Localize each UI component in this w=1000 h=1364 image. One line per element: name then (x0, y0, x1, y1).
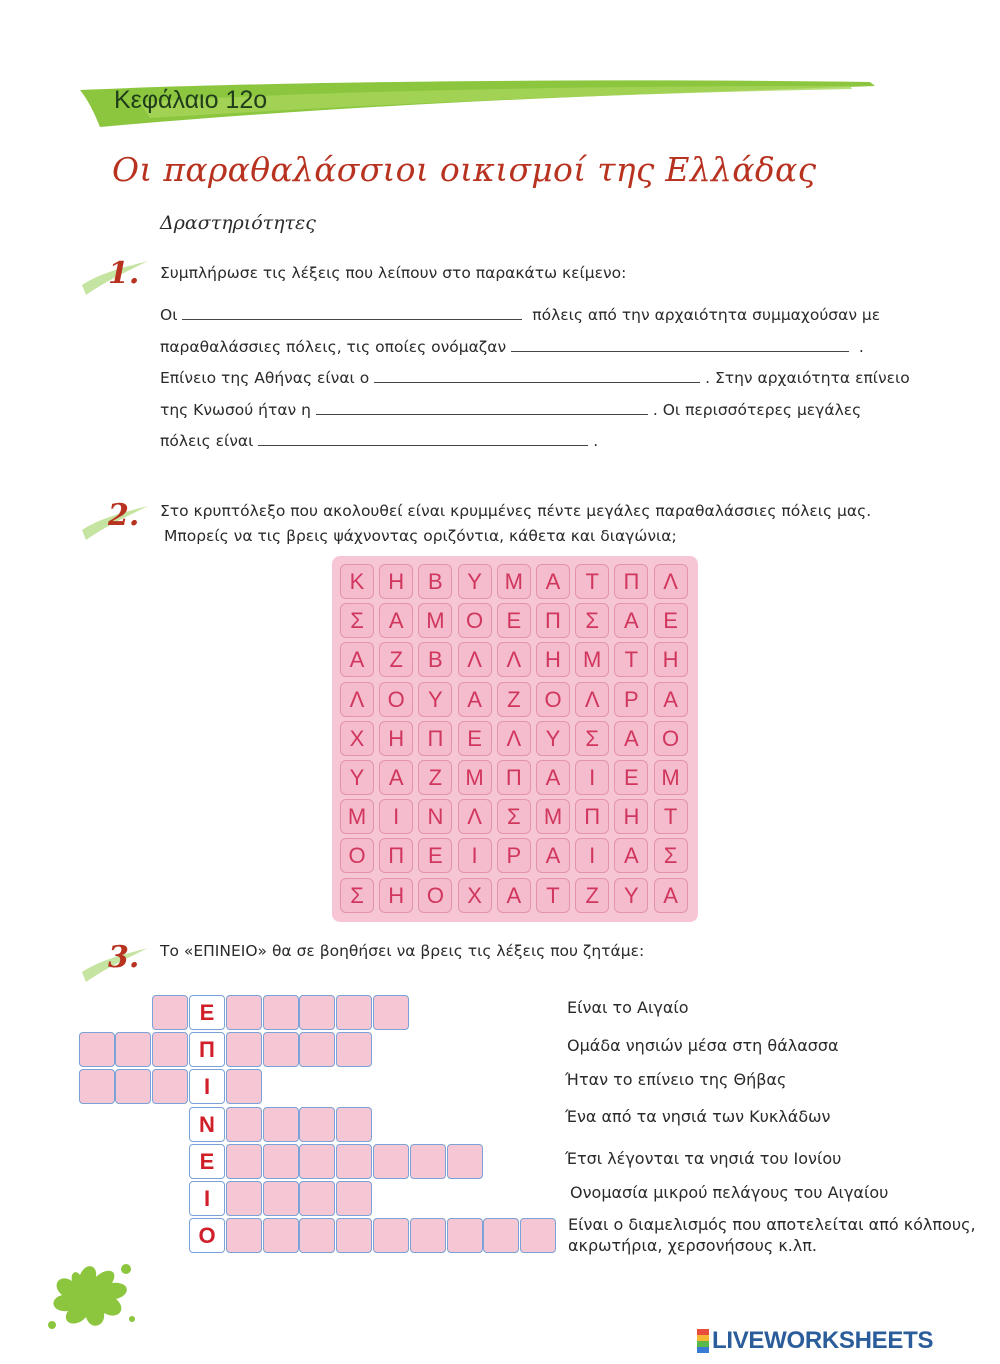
grid-letter-cell[interactable]: Ο (536, 682, 570, 717)
grid-letter-cell[interactable]: Υ (340, 760, 374, 795)
grid-letter-cell[interactable]: Μ (340, 799, 374, 834)
grid-letter-cell[interactable]: Ι (458, 838, 492, 873)
grid-letter-cell[interactable]: Ο (458, 603, 492, 638)
liveworksheets-logo-icon (697, 1329, 709, 1353)
activity-3-number: 3. (108, 940, 140, 975)
activity-2-instruction-line2: Μπορείς να τις βρεις ψάχνοντας οριζόντια, κάθετα και διαγώνια; (164, 527, 677, 545)
text-segment: πόλεις από την αρχαιότητα συμμαχούσαν με (532, 306, 881, 324)
grid-letter-cell[interactable]: Α (340, 642, 374, 677)
key-letter-box: Ν (189, 1107, 225, 1142)
grid-letter-cell[interactable]: Λ (340, 682, 374, 717)
key-letter-box: Π (189, 1032, 225, 1067)
grid-letter-cell[interactable]: Λ (497, 642, 531, 677)
grid-letter-cell[interactable]: Η (654, 642, 688, 677)
grid-letter-cell[interactable]: Ε (458, 721, 492, 756)
grid-letter-cell[interactable]: Ι (379, 799, 413, 834)
grid-letter-cell[interactable]: Α (497, 878, 531, 913)
grid-letter-cell[interactable]: Σ (654, 838, 688, 873)
text-segment: . (858, 337, 864, 356)
clue-text: Είναι ο διαμελισμός που αποτελείται από κόλπους, (568, 1215, 976, 1234)
grid-letter-cell[interactable]: Σ (575, 603, 609, 638)
chapter-label: Κεφάλαιο 12ο (114, 86, 268, 114)
text-segment: . (593, 432, 599, 450)
grid-letter-cell[interactable]: Σ (497, 799, 531, 834)
grid-letter-cell[interactable]: Ν (418, 799, 452, 834)
grid-letter-cell[interactable]: Α (379, 760, 413, 795)
grid-letter-cell[interactable]: Λ (654, 564, 688, 599)
grid-letter-cell[interactable]: Π (536, 603, 570, 638)
text-segment: . Στην αρχαιότητα επίνειο (705, 369, 910, 387)
grid-letter-cell[interactable]: Ο (654, 721, 688, 756)
grid-letter-cell[interactable]: Π (497, 760, 531, 795)
text-segment: . Οι περισσότερες μεγάλες (652, 400, 862, 419)
grid-letter-cell[interactable]: Α (536, 838, 570, 873)
grid-letter-cell[interactable]: Σ (340, 603, 374, 638)
grid-letter-cell[interactable]: Σ (340, 878, 374, 913)
text-segment: Οι (160, 306, 178, 324)
grid-letter-cell[interactable]: Π (418, 721, 452, 756)
grid-letter-cell[interactable]: Τ (536, 878, 570, 913)
grid-letter-cell[interactable]: Η (614, 799, 648, 834)
grid-letter-cell[interactable]: Ο (418, 878, 452, 913)
activity-3-instruction: Το «ΕΠΙΝΕΙΟ» θα σε βοηθήσει να βρεις τις λέξεις που ζητάμε: (160, 942, 645, 960)
grid-letter-cell[interactable]: Η (379, 878, 413, 913)
clue-text: Είναι το Αιγαίο (567, 998, 689, 1017)
grid-letter-cell[interactable]: Λ (575, 682, 609, 717)
grid-letter-cell[interactable]: Λ (458, 799, 492, 834)
grid-letter-cell[interactable]: Α (379, 603, 413, 638)
grid-letter-cell[interactable]: Ε (654, 603, 688, 638)
grid-letter-cell[interactable]: Α (458, 682, 492, 717)
grid-letter-cell[interactable]: Σ (575, 721, 609, 756)
grid-letter-cell[interactable]: Μ (654, 760, 688, 795)
grid-letter-cell[interactable]: Ζ (575, 878, 609, 913)
key-letter-box: Ι (189, 1181, 225, 1216)
grid-letter-cell[interactable]: Α (614, 603, 648, 638)
clue-text-continued: ακρωτήρια, χερσονήσους κ.λπ. (568, 1236, 818, 1255)
grid-letter-cell[interactable]: Α (614, 838, 648, 873)
grid-letter-cell[interactable]: Ρ (614, 682, 648, 717)
clue-text: Ήταν το επίνειο της Θήβας (565, 1070, 787, 1089)
grid-letter-cell[interactable]: Ζ (379, 642, 413, 677)
text-segment: πόλεις είναι (160, 432, 254, 450)
activity-1-instruction: Συμπλήρωσε τις λέξεις που λείπουν στο παρακάτω κείμενο: (160, 264, 627, 282)
grid-letter-cell[interactable]: Υ (536, 721, 570, 756)
grid-letter-cell[interactable]: Π (614, 564, 648, 599)
key-letter-box: Ι (189, 1069, 225, 1104)
page-title: Οι παραθαλάσσιοι οικισμοί της Ελλάδας (112, 150, 817, 189)
grid-letter-cell[interactable]: Τ (654, 799, 688, 834)
green-splash-icon (40, 1255, 140, 1335)
liveworksheets-logo: LIVEWORKSHEETS (712, 1327, 934, 1354)
clue-text: Ομάδα νησιών μέσα στη θάλασσα (567, 1036, 839, 1055)
grid-letter-cell[interactable]: Τ (614, 642, 648, 677)
grid-letter-cell[interactable]: Α (654, 878, 688, 913)
grid-letter-cell[interactable]: Ζ (497, 682, 531, 717)
grid-letter-cell[interactable]: Ζ (418, 760, 452, 795)
grid-letter-cell[interactable]: Α (536, 564, 570, 599)
grid-letter-cell[interactable]: Λ (458, 642, 492, 677)
grid-letter-cell[interactable]: Α (614, 721, 648, 756)
grid-letter-cell[interactable]: Α (654, 682, 688, 717)
clue-text: Έτσι λέγονται τα νησιά του Ιονίου (565, 1149, 842, 1168)
grid-letter-cell[interactable]: Μ (418, 603, 452, 638)
text-segment: παραθαλάσσιες πόλεις, τις οποίες ονόμαζαν (160, 337, 507, 356)
grid-letter-cell[interactable]: Χ (458, 878, 492, 913)
grid-letter-cell[interactable]: Ε (614, 760, 648, 795)
grid-letter-cell[interactable]: Ο (340, 838, 374, 873)
grid-letter-cell[interactable]: Π (575, 799, 609, 834)
grid-letter-cell[interactable]: Λ (497, 721, 531, 756)
grid-letter-cell[interactable]: Π (379, 838, 413, 873)
clue-text: Ονομασία μικρού πελάγους του Αιγαίου (570, 1183, 889, 1202)
grid-letter-cell[interactable]: Υ (458, 564, 492, 599)
grid-letter-cell[interactable]: Η (536, 642, 570, 677)
grid-letter-cell[interactable]: Μ (575, 642, 609, 677)
grid-letter-cell[interactable]: Μ (497, 564, 531, 599)
activity-2-instruction-line1: Στο κρυπτόλεξο που ακολουθεί είναι κρυμμένες πέντε μεγάλες παραθαλάσσιες πόλεις μας. (160, 502, 872, 520)
text-segment: Επίνειο της Αθήνας είναι ο (160, 369, 370, 387)
grid-letter-cell[interactable]: Ρ (497, 838, 531, 873)
grid-letter-cell[interactable]: Β (418, 642, 452, 677)
key-letter-box: Ε (189, 995, 225, 1030)
grid-letter-cell[interactable]: Κ (340, 564, 374, 599)
grid-letter-cell[interactable]: Ε (497, 603, 531, 638)
activity-2-number: 2. (108, 498, 140, 533)
activity-1-number: 1. (108, 256, 140, 291)
clue-text: Ένα από τα νησιά των Κυκλάδων (565, 1107, 831, 1126)
grid-letter-cell[interactable]: Ι (575, 760, 609, 795)
grid-letter-cell[interactable]: Ο (379, 682, 413, 717)
grid-letter-cell[interactable]: Μ (536, 799, 570, 834)
grid-letter-cell[interactable]: Α (536, 760, 570, 795)
grid-letter-cell[interactable]: Β (418, 564, 452, 599)
text-segment: της Κνωσού ήταν η (160, 400, 311, 419)
grid-letter-cell[interactable]: Η (379, 721, 413, 756)
grid-letter-cell[interactable]: Υ (418, 682, 452, 717)
key-letter-box: Ε (189, 1144, 225, 1179)
grid-letter-cell[interactable]: Ε (418, 838, 452, 873)
grid-letter-cell[interactable]: Χ (340, 721, 374, 756)
key-letter-box: Ο (189, 1218, 225, 1253)
grid-letter-cell[interactable]: Υ (614, 878, 648, 913)
grid-letter-cell[interactable]: Η (379, 564, 413, 599)
activities-heading: Δραστηριότητες (160, 212, 316, 234)
grid-letter-cell[interactable]: Τ (575, 564, 609, 599)
grid-letter-cell[interactable]: Ι (575, 838, 609, 873)
grid-letter-cell[interactable]: Μ (458, 760, 492, 795)
